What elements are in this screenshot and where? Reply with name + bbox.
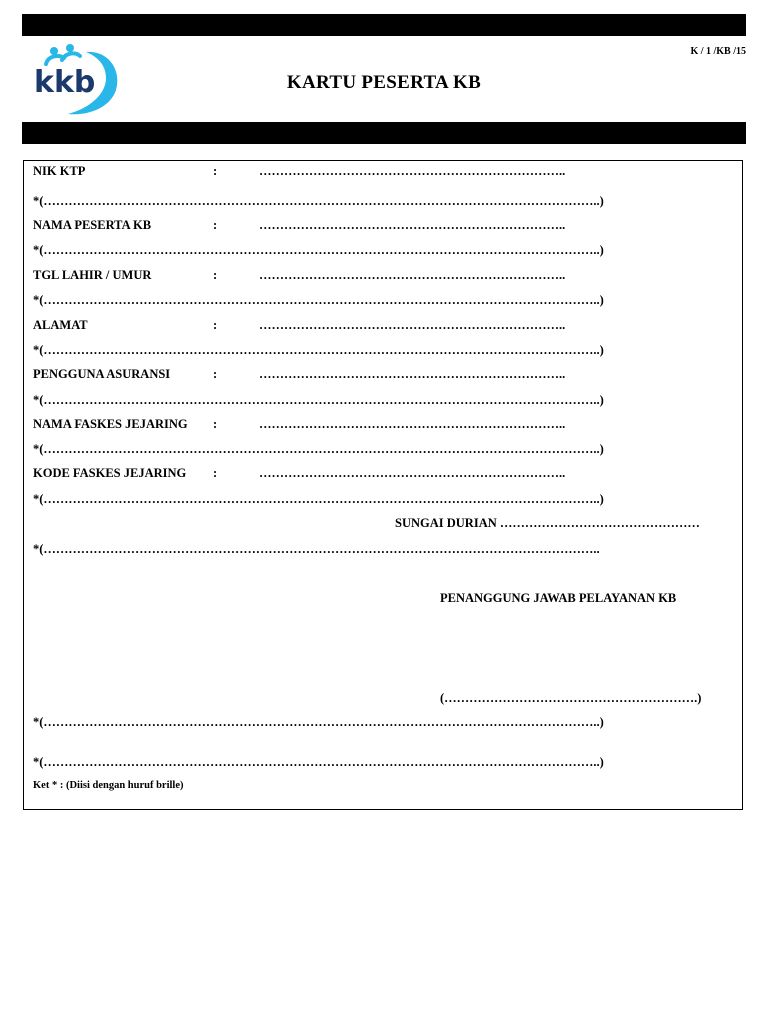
field-label-nik: NIK KTP xyxy=(33,164,86,178)
place-date-line[interactable]: SUNGAI DURIAN ………………………………………… xyxy=(395,516,700,530)
signature-line[interactable]: (…………………………………………………….) xyxy=(440,691,702,705)
field-label-facility-code: KODE FASKES JEJARING xyxy=(33,466,187,480)
field-input-insurance[interactable]: ……………………………………………………………….. xyxy=(259,367,566,381)
field-colon: : xyxy=(213,367,218,381)
braille-line[interactable]: *(……………………………………………………………………………………………………………………..) xyxy=(33,393,604,407)
field-input-facility-name[interactable]: ……………………………………………………………….. xyxy=(259,417,566,431)
field-label-insurance: PENGGUNA ASURANSI xyxy=(33,367,171,381)
document-code: K / 1 /KB /15 xyxy=(690,46,746,57)
braille-line[interactable]: *(……………………………………………………………………………………………………………………..) xyxy=(33,755,604,769)
field-label-birthdate: TGL LAHIR / UMUR xyxy=(33,268,152,282)
logo-text: kkb xyxy=(34,65,96,100)
braille-line[interactable]: *(……………………………………………………………………………………………………………………..) xyxy=(33,715,604,729)
responsible-title: PENANGGUNG JAWAB PELAYANAN KB xyxy=(440,591,677,605)
page-title: KARTU PESERTA KB xyxy=(286,72,482,93)
field-colon: : xyxy=(213,466,218,480)
field-input-birthdate[interactable]: ……………………………………………………………….. xyxy=(259,268,566,282)
braille-line[interactable]: *(……………………………………………………………………………………………………………………..) xyxy=(33,343,604,357)
field-input-facility-code[interactable]: ……………………………………………………………….. xyxy=(259,466,566,480)
footnote: Ket * : (Diisi dengan huruf brille) xyxy=(33,780,184,791)
braille-line[interactable]: *(……………………………………………………………………………………………………………………..) xyxy=(33,442,604,456)
field-colon: : xyxy=(213,268,218,282)
field-colon: : xyxy=(213,417,218,431)
field-label-address: ALAMAT xyxy=(33,318,88,332)
field-input-address[interactable]: ……………………………………………………………….. xyxy=(259,318,566,332)
field-label-facility-name: NAMA FASKES JEJARING xyxy=(33,417,188,431)
field-label-name: NAMA PESERTA KB xyxy=(33,218,152,232)
field-colon: : xyxy=(213,218,218,232)
field-colon: : xyxy=(213,318,218,332)
braille-line[interactable]: *(…………………………………………………………………………………………………………………….. xyxy=(33,542,600,556)
participant-card-form xyxy=(23,160,743,810)
field-colon: : xyxy=(213,164,218,178)
braille-line[interactable]: *(……………………………………………………………………………………………………………………..) xyxy=(33,194,604,208)
header-bottom-bar xyxy=(22,122,746,144)
header-top-bar xyxy=(22,14,746,36)
braille-line[interactable]: *(……………………………………………………………………………………………………………………..) xyxy=(33,243,604,257)
braille-line[interactable]: *(……………………………………………………………………………………………………………………..) xyxy=(33,293,604,307)
braille-line[interactable]: *(……………………………………………………………………………………………………………………..) xyxy=(33,492,604,506)
field-input-nik[interactable]: ……………………………………………………………….. xyxy=(259,164,566,178)
field-input-name[interactable]: ……………………………………………………………….. xyxy=(259,218,566,232)
